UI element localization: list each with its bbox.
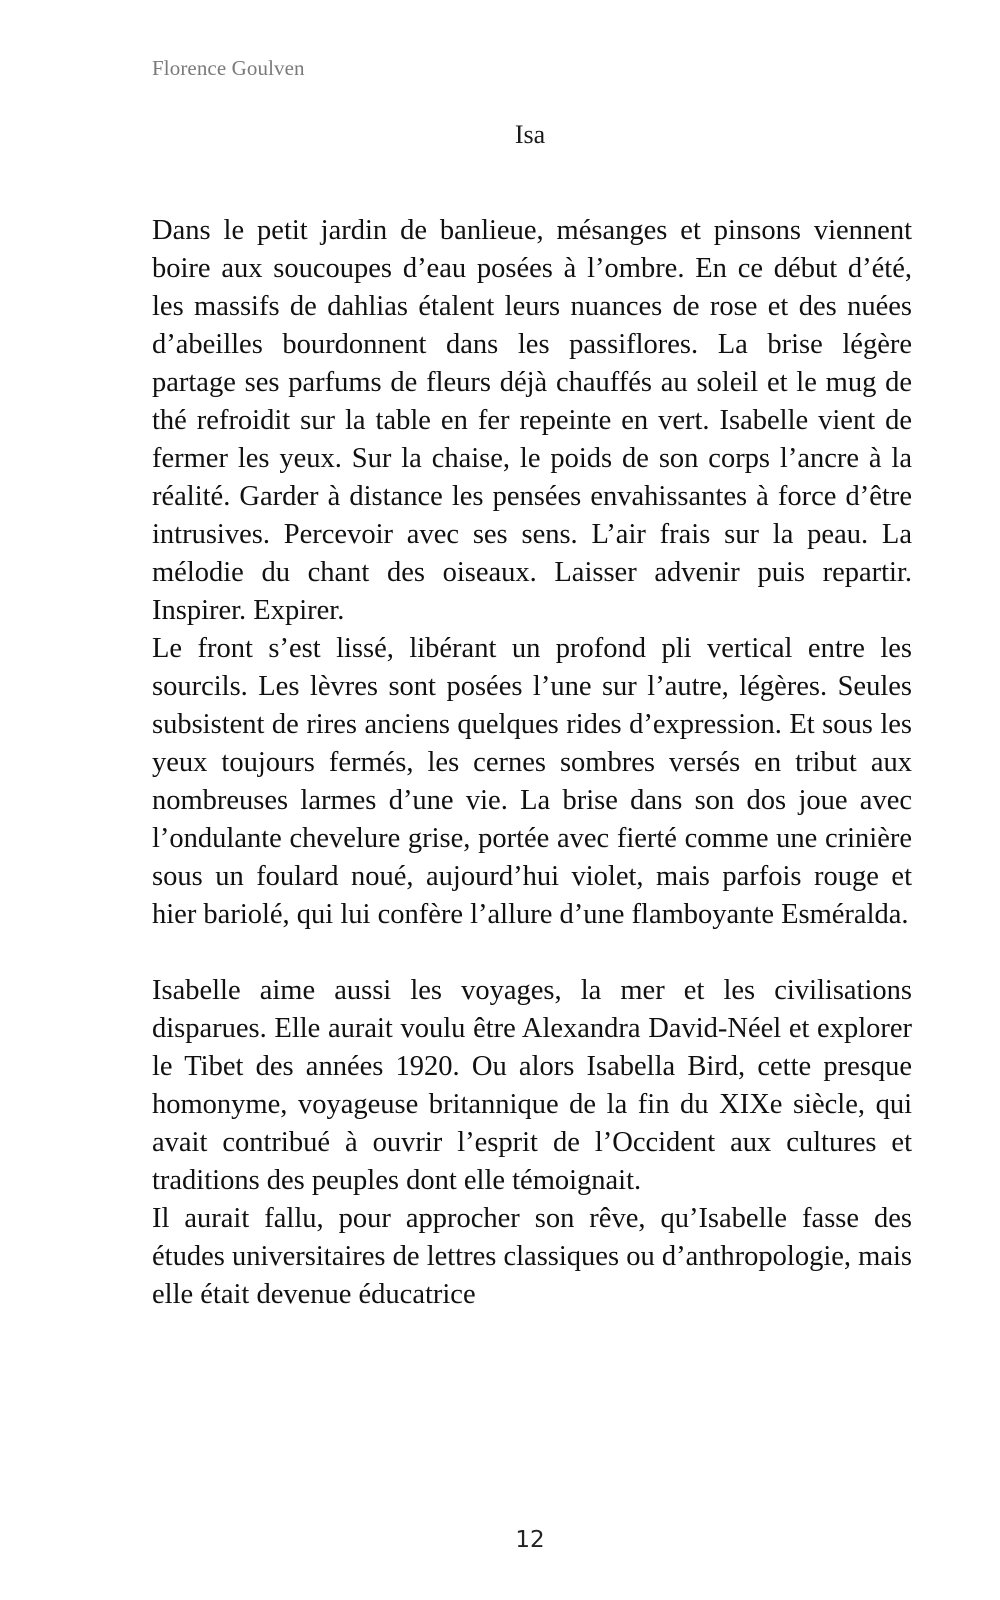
paragraph-4: Il aurait fallu, pour approcher son rêve, qu’Isabelle fasse des études universitaires de lettres classiques ou d’anthropologie, mais elle était devenue éducatrice <box>152 1203 912 1310</box>
paragraph-2: Le front s’est lissé, libérant un profond pli vertical entre les sourcils. Les lèvres sont posées l’une sur l’autre, légères. Seules subsistent de rires anciens quelques rides d’expression. Et sous les yeux toujours fermés, les cernes sombres versés en tribut aux nombreuses larmes d’une vie. La brise dans son dos joue avec l’ondulante chevelure grise, portée avec fierté comme une crinière sous un foulard noué, aujourd’hui violet, mais parfois rouge et hier bariolé, qui lui confère l’allure d’une flamboyante Esméralda. <box>152 633 912 930</box>
body-text <box>152 212 912 1314</box>
page-number: 12 <box>515 1527 545 1553</box>
paragraph-spacer <box>152 934 912 972</box>
chapter-title: Isa <box>514 120 546 149</box>
paragraph-1: Dans le petit jardin de banlieue, mésanges et pinsons viennent boire aux soucoupes d’eau posées à l’ombre. En ce début d’été, les massifs de dahlias étalent leurs nuances de rose et des nuées d’abeilles bourdonnent dans les passiflores. La brise légère partage ses parfums de fleurs déjà chauffés au soleil et le mug de thé refroidit sur la table en fer repeinte en vert. Isabelle vient de fermer les yeux. Sur la chaise, le poids de son corps l’ancre à la réalité. Garder à distance les pensées envahissantes à force d’être intrusives. Percevoir avec ses sens. L’air frais sur la peau. La mélodie du chant des oiseaux. Laisser advenir puis repartir. Inspirer. Expirer. <box>152 215 912 626</box>
paragraph-3: Isabelle aime aussi les voyages, la mer et les civilisations disparues. Elle aurait voulu être Alexandra David-Néel et explorer le Tibet des années 1920. Ou alors Isabella Bird, cette presque homonyme, voyageuse britannique de la fin du XIXe siècle, qui avait contribué à ouvrir l’esprit de l’Occident aux cultures et traditions des peuples dont elle témoignait. <box>152 975 912 1196</box>
running-header-author: Florence Goulven <box>152 56 305 80</box>
